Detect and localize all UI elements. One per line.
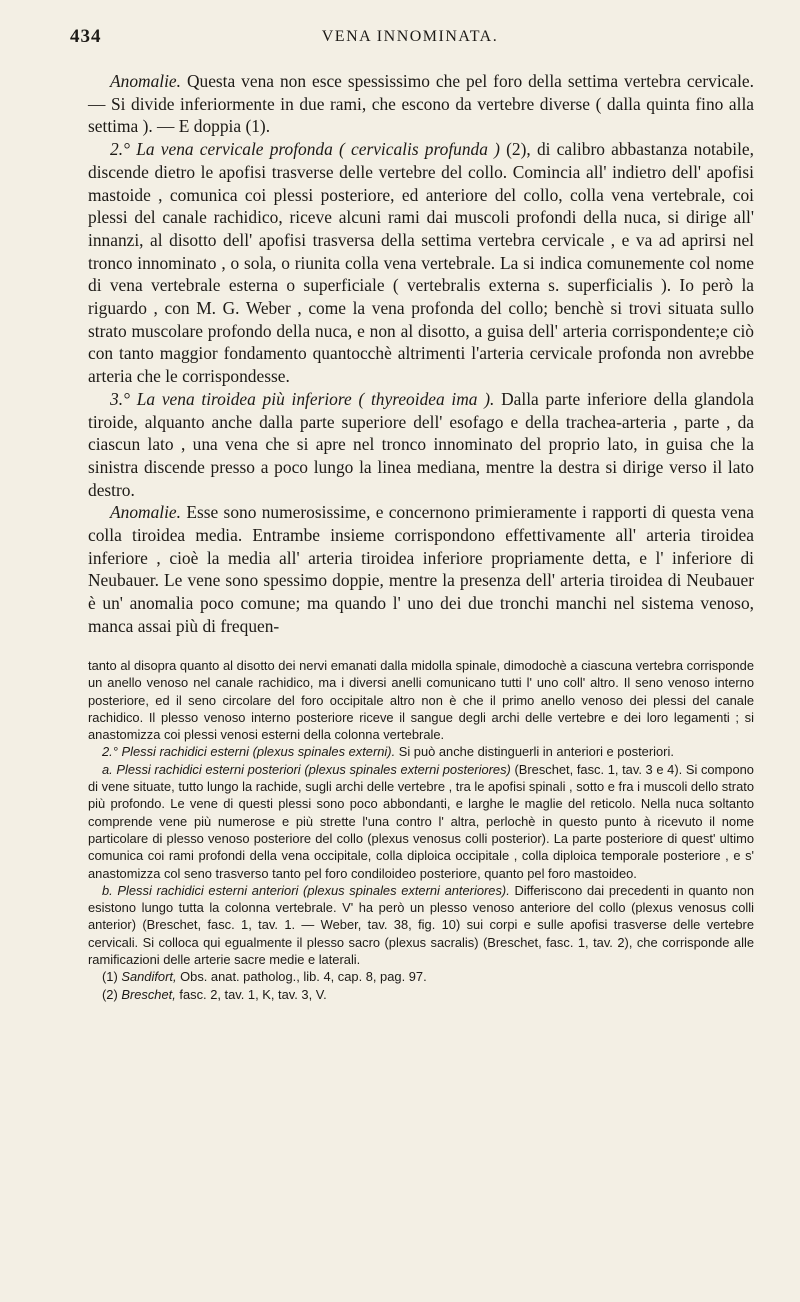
note-paragraph — [88, 657, 754, 743]
footnote-2 — [88, 986, 754, 1003]
footnote-author: Breschet, — [121, 986, 176, 1002]
paragraph-body: Questa vena non esce spessissimo che pel foro della settima vertebra cervicale. — Si divide inferiormente in due rami, che escono da vertebre diverse ( dalla quinta fino alla settima ). — E doppia (1). — [88, 71, 754, 137]
footnote-author: Sandifort, — [121, 969, 177, 985]
note-body: Si può anche distinguerli in anteriori e posteriori. — [395, 744, 674, 760]
page-number: 434 — [70, 26, 102, 47]
footnote-text: fasc. 2, tav. 1, K, tav. 3, V. — [175, 986, 327, 1002]
running-head: VENA INNOMINATA. — [321, 28, 499, 45]
note-lead: b. Plessi rachidici esterni anteriori (plexus spinales externi anteriores). — [102, 882, 510, 898]
footnote-number: (1) — [102, 969, 118, 985]
note-body: tanto al disopra quanto al disotto dei nervi emanati dalla midolla spinale, dimodochè a ciascuna vertebra corrisponde un anello venoso nel canale rachidico, ma i diversi anelli comunicano tutti l' uno coll' altro. Il seno venoso interno posteriore, ed il seno circolare del foro occipitale altro non è che il primo anello venoso dei plessi del canale rachidico. Il plesso venoso interno posteriore riceve il sangue degli archi delle vertebre e dei loro legamenti ; si anastomizza coi plessi venosi esterni della colonna vertebrale. — [88, 658, 754, 743]
paragraph-cervicale-profonda — [88, 138, 754, 388]
note-body: (Breschet, fasc. 1, tav. 3 e 4). Si compono di vene situate, tutto lungo la rachide, sugli archi delle vertebre , tra le apofisi spinali , sotto e fra i muscoli dello strato più profondo. Le vene di questi plessi sono poco abbondanti, e larghe le maglie del reticolo. Nella nuca soltanto comprende vene più numerose e più strette l'una contro l' altra, perlochè in questo punto à ricevuto il nome particolare di plesso venoso posteriore del collo (plexus venosus colli posterior). La parte posteriore di quest' ultimo comunica coi rami profondi della vena occipitale, colla diploica occipitale , colla diploica temporale posteriore , e s' anastomizza col seno trasverso tanto pel foro condiloideo posteriore, quanto pel foro mastoideo. — [88, 761, 754, 881]
paragraph-lead: Anomalie. — [110, 71, 181, 91]
footnote-number: (2) — [102, 986, 118, 1002]
paragraph-lead: 2.° La vena cervicale profonda ( cervicalis profunda ) — [110, 139, 500, 160]
note-paragraph — [88, 882, 754, 968]
small-print-notes — [88, 657, 754, 1003]
paragraph-tiroidea-inferiore — [88, 388, 754, 502]
paragraph-lead: Anomalie. — [110, 502, 181, 523]
footnote-1 — [88, 968, 754, 985]
note-paragraph — [88, 743, 754, 760]
paragraph-body: Esse sono numerosissime, e concernono primieramente i rapporti di questa vena colla tiroidea media. Entrambe insieme corrispondono effettivamente all' arteria tiroidea inferiore , cioè la media all' arteria tiroidea inferiore propriamente detta, e l' inferiore di Neubauer. Le vene sono spessimo doppie, mentre la presenza dell' arteria tiroidea di Neubauer è un' anomalia poco comune; ma quando l' uno dei due tronchi manchi nel sistema venoso, manca assai più di frequen- — [88, 502, 754, 636]
paragraph-body: Dalla parte inferiore della glandola tiroide, alquanto anche dalla parte superiore dell' esofago e della trachea-arteria , parte , da ciascun lato , una vena che si apre nel tronco innominato del proprio lato, in guisa che la sinistra discende presso a poco lungo la linea mediana, mentre la destra si dirige verso il lato destro. — [88, 388, 754, 500]
paragraph-anomalie-1 — [88, 70, 754, 138]
main-text — [88, 70, 754, 638]
note-paragraph — [88, 761, 754, 882]
paragraph-anomalie-2 — [88, 501, 754, 637]
note-lead: 2.° Plessi rachidici esterni (plexus spinales externi). — [102, 744, 396, 760]
page-header — [70, 26, 750, 56]
footnote-text: Obs. anat. patholog., lib. 4, cap. 8, pag. 97. — [176, 969, 427, 985]
paragraph-lead: 3.° La vena tiroidea più inferiore ( thyreoidea ima ). — [110, 388, 495, 409]
note-body: Differiscono dai precedenti in quanto non esistono lungo tutta la colonna vertebrale. V' ha però un plesso venoso anteriore del collo (plexus venosus colli anterior) (Breschet, fasc. 1, tav. 1. — Weber, tav. 38, fig. 10) sui corpi e sulle apofisi trasverse delle vertebre cervicali. Si colloca qui egualmente il plesso sacro (plexus sacralis) (Breschet, fasc. 1, tav. 2), che corrisponde alle ramificazioni delle arterie sacre medie e laterali. — [88, 882, 754, 968]
paragraph-body: (2), di calibro abbastanza notabile, discende dietro le apofisi trasverse delle vertebre del collo. Comincia all' indietro dell' apofisi mastoide , comunica coi plessi posteriore, ed anteriore del collo, colla vena vertebrale, coi plessi del canale rachidico, riceve alcuni rami dai muscoli profondi della nuca, si dirige all' innanzi, al disotto dell' apofisi trasversa della settima vertebra cervicale , e va ad aprirsi nel tronco innominato , o sola, o riunita colla vena vertebrale. La si indica comunemente col nome di vena vertebrale esterna o superficiale ( vertebralis externa s. superficialis ). Io però la riguardo , con M. G. Weber , come la vena profonda del collo; benchè si trovi situata sullo strato muscolare profondo della nuca, e non al disotto, a guisa dell' arteria corrispondente;e ciò con tanto maggior fondamento quantocchè altrimenti l'arteria cervicale profonda non avrebbe arteria che le corrispondesse. — [88, 139, 754, 387]
note-lead: a. Plessi rachidici esterni posteriori (plexus spinales externi posteriores) — [102, 761, 511, 777]
